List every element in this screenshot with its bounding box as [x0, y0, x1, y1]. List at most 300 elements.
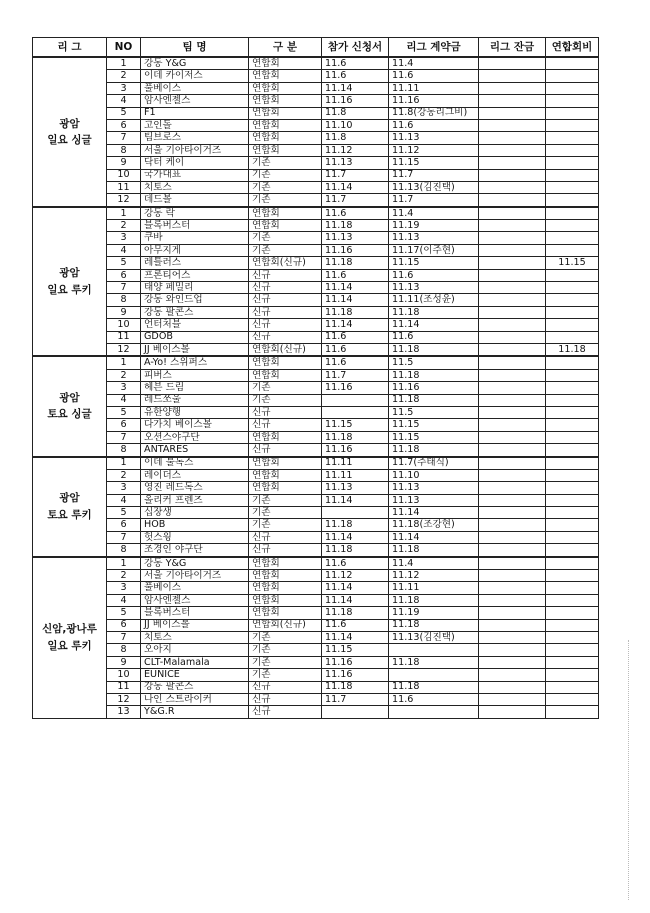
cell-application	[322, 706, 389, 718]
cell-no: 13	[107, 706, 141, 718]
cell-contract: 11.6	[389, 70, 479, 82]
cell-application: 11.18	[322, 519, 389, 531]
cell-fee	[546, 331, 599, 343]
cell-type: 연합회	[249, 119, 322, 131]
cell-team: JJ 베이스볼	[141, 619, 249, 631]
cell-application: 11.10	[322, 119, 389, 131]
cell-balance	[479, 656, 546, 668]
cell-type: 신규	[249, 282, 322, 294]
cell-balance	[479, 406, 546, 418]
cell-type: 기존	[249, 631, 322, 643]
cell-application: 11.6	[322, 207, 389, 220]
cell-balance	[479, 343, 546, 356]
league-name-line: 토요 루키	[47, 508, 92, 521]
league-group	[33, 557, 599, 719]
cell-team: 강동 Y&G	[141, 57, 249, 70]
cell-contract: 11.18	[389, 306, 479, 318]
cell-application: 11.12	[322, 570, 389, 582]
cell-fee	[546, 570, 599, 582]
cell-no: 2	[107, 220, 141, 232]
cell-balance	[479, 619, 546, 631]
league-name-line: 토요 싱글	[47, 408, 92, 421]
cell-team: 치토스	[141, 631, 249, 643]
table-row	[33, 444, 599, 457]
cell-fee	[546, 619, 599, 631]
table-row	[33, 82, 599, 94]
cell-team: 서울 기아타이거즈	[141, 570, 249, 582]
table-row	[33, 419, 599, 431]
cell-contract: 11.18(조강현)	[389, 519, 479, 531]
cell-no: 9	[107, 656, 141, 668]
league-name-line: 광암	[59, 392, 80, 405]
cell-contract: 11.13	[389, 482, 479, 494]
cell-no: 5	[107, 107, 141, 119]
cell-type: 기존	[249, 519, 322, 531]
cell-no: 2	[107, 469, 141, 481]
cell-fee	[546, 482, 599, 494]
cell-fee	[546, 282, 599, 294]
cell-application: 11.7	[322, 194, 389, 207]
cell-contract: 11.8(강동리그비)	[389, 107, 479, 119]
cell-balance	[479, 631, 546, 643]
cell-type: 신규	[249, 693, 322, 705]
header-balance: 리그 잔금	[479, 38, 546, 58]
table-row	[33, 306, 599, 318]
cell-no: 1	[107, 457, 141, 470]
cell-application: 11.12	[322, 144, 389, 156]
league-name-line: 일요 루키	[47, 639, 92, 652]
cell-type: 연합회	[249, 144, 322, 156]
table-row	[33, 457, 599, 470]
cell-fee	[546, 557, 599, 570]
table-row	[33, 169, 599, 181]
cell-balance	[479, 144, 546, 156]
cell-application: 11.6	[322, 269, 389, 281]
cell-team: 풀베이스	[141, 582, 249, 594]
cell-balance	[479, 706, 546, 718]
cell-balance	[479, 82, 546, 94]
table-row	[33, 294, 599, 306]
cell-fee: 11.18	[546, 343, 599, 356]
league-group	[33, 356, 599, 456]
cell-team: 서울 기아타이거즈	[141, 144, 249, 156]
cell-type: 기존	[249, 394, 322, 406]
header-league: 리 그	[33, 38, 107, 58]
cell-contract: 11.6	[389, 693, 479, 705]
cell-contract: 11.19	[389, 607, 479, 619]
cell-team: ANTARES	[141, 444, 249, 457]
table-row	[33, 57, 599, 70]
cell-application: 11.8	[322, 132, 389, 144]
cell-balance	[479, 594, 546, 606]
cell-application: 11.6	[322, 57, 389, 70]
cell-fee	[546, 431, 599, 443]
table-row	[33, 282, 599, 294]
cell-type: 기존	[249, 181, 322, 193]
cell-contract: 11.13(김진택)	[389, 181, 479, 193]
table-row	[33, 431, 599, 443]
cell-contract: 11.14	[389, 531, 479, 543]
table-row	[33, 619, 599, 631]
league-name-line: 신암,광나루	[42, 623, 97, 636]
cell-type: 기존	[249, 669, 322, 681]
table-row	[33, 607, 599, 619]
cell-fee	[546, 369, 599, 381]
cell-application: 11.6	[322, 343, 389, 356]
cell-contract: 11.18	[389, 594, 479, 606]
table-row	[33, 382, 599, 394]
cell-application: 11.16	[322, 656, 389, 668]
cell-type: 연합회(신규)	[249, 257, 322, 269]
cell-contract: 11.4	[389, 57, 479, 70]
cell-type: 기존	[249, 507, 322, 519]
table-row	[33, 132, 599, 144]
cell-team: 강동 팔콘스	[141, 306, 249, 318]
cell-application: 11.14	[322, 631, 389, 643]
cell-type: 연합회	[249, 457, 322, 470]
cell-no: 7	[107, 132, 141, 144]
cell-contract: 11.6	[389, 119, 479, 131]
cell-balance	[479, 693, 546, 705]
cell-balance	[479, 681, 546, 693]
cell-team: 헛스윙	[141, 531, 249, 543]
table-row	[33, 519, 599, 531]
cell-type: 신규	[249, 706, 322, 718]
cell-contract: 11.17(이주현)	[389, 244, 479, 256]
cell-balance	[479, 570, 546, 582]
cell-contract: 11.16	[389, 95, 479, 107]
cell-type: 신규	[249, 444, 322, 457]
cell-type: 연합회	[249, 570, 322, 582]
cell-balance	[479, 70, 546, 82]
table-row	[33, 181, 599, 193]
cell-contract: 11.13(김진택)	[389, 631, 479, 643]
cell-no: 7	[107, 631, 141, 643]
cell-application: 11.7	[322, 169, 389, 181]
cell-balance	[479, 356, 546, 369]
cell-balance	[479, 557, 546, 570]
cell-fee	[546, 319, 599, 331]
table-row	[33, 494, 599, 506]
table-row	[33, 482, 599, 494]
cell-balance	[479, 431, 546, 443]
cell-team: 태양 페밀리	[141, 282, 249, 294]
cell-application: 11.13	[322, 232, 389, 244]
cell-application: 11.18	[322, 607, 389, 619]
cell-fee	[546, 531, 599, 543]
cell-contract: 11.18	[389, 369, 479, 381]
cell-fee	[546, 82, 599, 94]
cell-type: 신규	[249, 294, 322, 306]
table-row	[33, 669, 599, 681]
cell-type: 연합회	[249, 356, 322, 369]
cell-fee	[546, 269, 599, 281]
cell-fee	[546, 306, 599, 318]
cell-fee	[546, 582, 599, 594]
cell-fee	[546, 181, 599, 193]
cell-team: 헤븐 드림	[141, 382, 249, 394]
cell-no: 3	[107, 482, 141, 494]
cell-application: 11.18	[322, 306, 389, 318]
cell-team: 국가대표	[141, 169, 249, 181]
cell-contract: 11.6	[389, 269, 479, 281]
cell-balance	[479, 119, 546, 131]
cell-contract: 11.14	[389, 319, 479, 331]
cell-type: 연합회	[249, 107, 322, 119]
cell-application: 11.7	[322, 369, 389, 381]
cell-team: 레틀러스	[141, 257, 249, 269]
league-name-cell	[33, 457, 107, 557]
cell-team: 이데 불독스	[141, 457, 249, 470]
cell-balance	[479, 319, 546, 331]
cell-no: 3	[107, 232, 141, 244]
cell-balance	[479, 194, 546, 207]
cell-fee	[546, 157, 599, 169]
cell-type: 기존	[249, 656, 322, 668]
cell-team: 레이더스	[141, 469, 249, 481]
cell-application: 11.14	[322, 282, 389, 294]
cell-application: 11.13	[322, 482, 389, 494]
cell-application: 11.18	[322, 681, 389, 693]
table-row	[33, 220, 599, 232]
cell-contract: 11.13	[389, 282, 479, 294]
cell-no: 12	[107, 194, 141, 207]
cell-team: 이데 카이저스	[141, 70, 249, 82]
cell-fee	[546, 169, 599, 181]
table-row	[33, 644, 599, 656]
cell-fee	[546, 144, 599, 156]
header-contract: 리그 계약금	[389, 38, 479, 58]
cell-no: 10	[107, 319, 141, 331]
cell-team: 암사엔젤스	[141, 95, 249, 107]
cell-application: 11.13	[322, 157, 389, 169]
cell-fee	[546, 693, 599, 705]
cell-fee	[546, 382, 599, 394]
table-row	[33, 394, 599, 406]
cell-application: 11.14	[322, 319, 389, 331]
cell-type: 신규	[249, 331, 322, 343]
cell-fee	[546, 669, 599, 681]
table-row	[33, 269, 599, 281]
cell-contract: 11.15	[389, 419, 479, 431]
cell-team: 오아지	[141, 644, 249, 656]
cell-balance	[479, 244, 546, 256]
cell-balance	[479, 582, 546, 594]
cell-contract: 11.7	[389, 169, 479, 181]
cell-team: A-Yo! 스위퍼스	[141, 356, 249, 369]
cell-balance	[479, 157, 546, 169]
cell-application: 11.11	[322, 457, 389, 470]
league-group	[33, 457, 599, 557]
cell-balance	[479, 331, 546, 343]
cell-balance	[479, 507, 546, 519]
cell-balance	[479, 232, 546, 244]
cell-no: 6	[107, 419, 141, 431]
table-row	[33, 531, 599, 543]
cell-fee: 11.15	[546, 257, 599, 269]
cell-fee	[546, 507, 599, 519]
cell-type: 기존	[249, 169, 322, 181]
cell-application: 11.6	[322, 356, 389, 369]
cell-type: 기존	[249, 244, 322, 256]
cell-team: 강동 와인드업	[141, 294, 249, 306]
cell-type: 연합회	[249, 482, 322, 494]
cell-contract: 11.5	[389, 356, 479, 369]
cell-no: 12	[107, 343, 141, 356]
cell-application: 11.14	[322, 181, 389, 193]
table-row	[33, 594, 599, 606]
cell-application: 11.16	[322, 95, 389, 107]
cell-application: 11.14	[322, 82, 389, 94]
cell-type: 기존	[249, 494, 322, 506]
cell-contract	[389, 706, 479, 718]
table-header	[33, 38, 599, 58]
cell-type: 기존	[249, 232, 322, 244]
cell-fee	[546, 594, 599, 606]
cell-type: 신규	[249, 544, 322, 557]
cell-no: 3	[107, 82, 141, 94]
table-row	[33, 194, 599, 207]
cell-type: 기존	[249, 157, 322, 169]
cell-fee	[546, 107, 599, 119]
cell-contract: 11.12	[389, 144, 479, 156]
cell-fee	[546, 656, 599, 668]
cell-type: 연합회	[249, 132, 322, 144]
cell-application: 11.14	[322, 582, 389, 594]
cell-team: 치토스	[141, 181, 249, 193]
table-row	[33, 469, 599, 481]
cell-no: 1	[107, 207, 141, 220]
cell-type: 연합회	[249, 607, 322, 619]
cell-type: 연합회	[249, 582, 322, 594]
cell-fee	[546, 494, 599, 506]
table-row	[33, 107, 599, 119]
cell-team: 강동 팔콘스	[141, 681, 249, 693]
cell-fee	[546, 469, 599, 481]
cell-balance	[479, 531, 546, 543]
cell-contract: 11.19	[389, 220, 479, 232]
cell-balance	[479, 207, 546, 220]
cell-contract	[389, 644, 479, 656]
cell-contract: 11.18	[389, 619, 479, 631]
cell-team: 아무지게	[141, 244, 249, 256]
table-row	[33, 507, 599, 519]
cell-application	[322, 406, 389, 418]
table-row	[33, 570, 599, 582]
table-row	[33, 369, 599, 381]
cell-no: 8	[107, 144, 141, 156]
cell-no: 10	[107, 669, 141, 681]
cell-contract: 11.15	[389, 431, 479, 443]
cell-team: 암사엔젤스	[141, 594, 249, 606]
cell-balance	[479, 181, 546, 193]
cell-contract: 11.10	[389, 469, 479, 481]
header-type: 구 분	[249, 38, 322, 58]
cell-fee	[546, 544, 599, 557]
table-row	[33, 144, 599, 156]
cell-application: 11.14	[322, 494, 389, 506]
cell-type: 연합회	[249, 220, 322, 232]
cell-balance	[479, 57, 546, 70]
cell-no: 2	[107, 570, 141, 582]
table-row	[33, 693, 599, 705]
table-row	[33, 356, 599, 369]
table-row	[33, 70, 599, 82]
cell-team: Y&G.R	[141, 706, 249, 718]
cell-contract: 11.15	[389, 157, 479, 169]
cell-balance	[479, 644, 546, 656]
cell-contract: 11.6	[389, 331, 479, 343]
cell-balance	[479, 669, 546, 681]
cell-fee	[546, 457, 599, 470]
cell-team: 레드쏘울	[141, 394, 249, 406]
cell-type: 기존	[249, 382, 322, 394]
cell-contract: 11.18	[389, 343, 479, 356]
table-row	[33, 157, 599, 169]
cell-contract	[389, 669, 479, 681]
cell-application: 11.11	[322, 469, 389, 481]
cell-fee	[546, 356, 599, 369]
cell-team: 피버스	[141, 369, 249, 381]
scan-edge-line	[628, 640, 630, 900]
cell-fee	[546, 406, 599, 418]
cell-application: 11.6	[322, 619, 389, 631]
cell-contract: 11.5	[389, 406, 479, 418]
cell-team: 블록버스터	[141, 220, 249, 232]
table-row	[33, 544, 599, 557]
cell-balance	[479, 444, 546, 457]
cell-fee	[546, 220, 599, 232]
cell-contract: 11.11	[389, 582, 479, 594]
table-row	[33, 343, 599, 356]
cell-type: 연합회	[249, 431, 322, 443]
cell-no: 7	[107, 431, 141, 443]
cell-team: 고인돌	[141, 119, 249, 131]
league-group	[33, 57, 599, 207]
cell-no: 9	[107, 157, 141, 169]
cell-team: F1	[141, 107, 249, 119]
cell-application: 11.14	[322, 294, 389, 306]
cell-contract: 11.7(주태식)	[389, 457, 479, 470]
cell-application: 11.14	[322, 531, 389, 543]
cell-type: 연합회	[249, 557, 322, 570]
cell-contract: 11.18	[389, 544, 479, 557]
cell-contract: 11.7	[389, 194, 479, 207]
league-name-cell	[33, 207, 107, 357]
cell-no: 4	[107, 494, 141, 506]
cell-no: 4	[107, 244, 141, 256]
cell-no: 2	[107, 369, 141, 381]
cell-contract: 11.16	[389, 382, 479, 394]
cell-team: 조경인 야구단	[141, 544, 249, 557]
cell-fee	[546, 232, 599, 244]
header-team: 팀 명	[141, 38, 249, 58]
cell-no: 12	[107, 693, 141, 705]
league-name-cell	[33, 557, 107, 719]
cell-application: 11.18	[322, 220, 389, 232]
cell-team: 언터처블	[141, 319, 249, 331]
league-registration-table	[32, 37, 599, 719]
league-name-line: 광암	[59, 492, 80, 505]
cell-team: 풀베이스	[141, 82, 249, 94]
cell-team: 데드볼	[141, 194, 249, 207]
table-row	[33, 557, 599, 570]
cell-team: GDOB	[141, 331, 249, 343]
cell-no: 8	[107, 444, 141, 457]
cell-no: 5	[107, 507, 141, 519]
league-group	[33, 207, 599, 357]
cell-balance	[479, 269, 546, 281]
